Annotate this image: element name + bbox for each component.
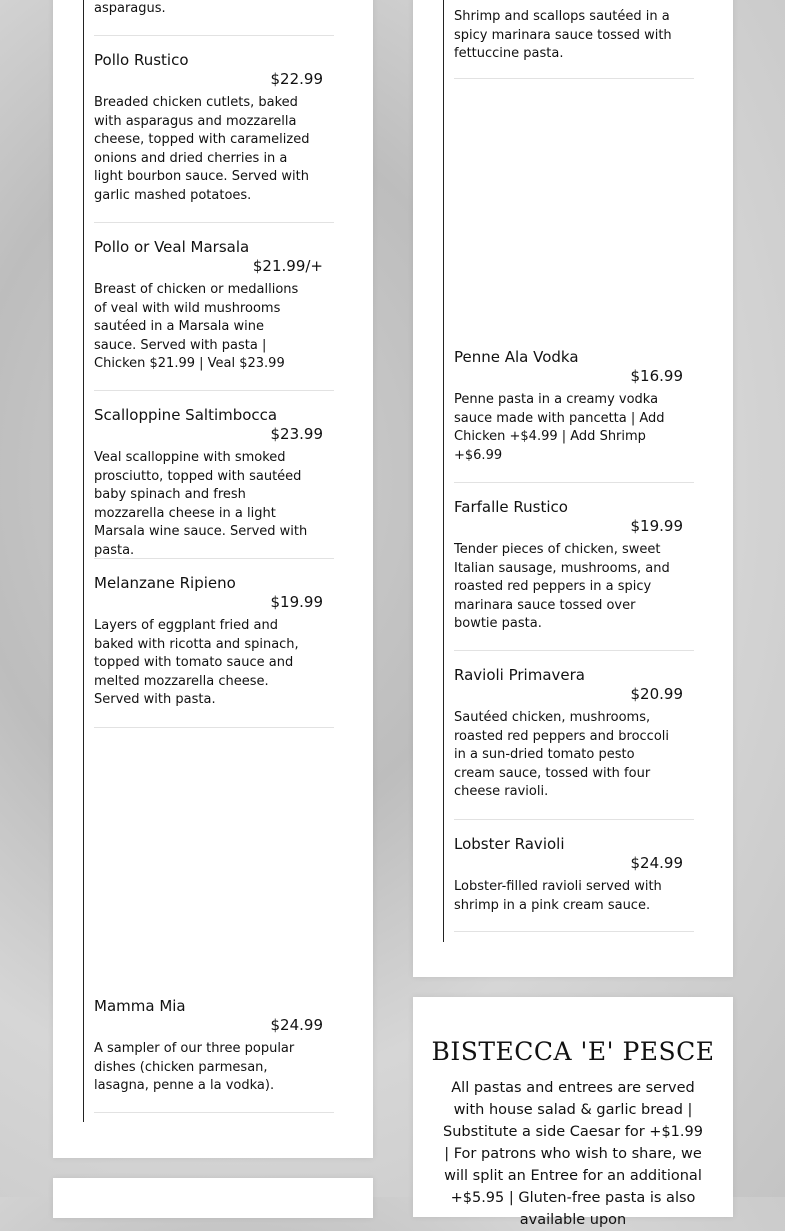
item-price: $20.99: [630, 685, 683, 703]
item-separator: [454, 931, 694, 932]
menu-item: [454, 834, 694, 915]
item-name: Pollo or Veal Marsala: [94, 238, 250, 256]
section-title: BISTECCA 'E' PESCE: [431, 1037, 715, 1066]
menu-item: [94, 237, 334, 374]
item-name: Scalloppine Saltimbocca: [94, 406, 278, 424]
menu-card-right: [413, 0, 733, 977]
item-name: Lobster Ravioli: [454, 835, 565, 853]
column-divider-line: [443, 0, 444, 942]
item-separator: [454, 78, 694, 79]
item-separator: [454, 819, 694, 820]
menu-card-left: [53, 0, 373, 1158]
item-description: Veal scalloppine with smoked prosciutto, topped with sautéed baby spinach and fresh mozzarella cheese in a light Marsala wine sauce. Served with pasta.: [94, 450, 308, 558]
item-description-fragment: asparagus.: [94, 1, 166, 16]
menu-item: [94, 50, 334, 206]
item-separator: [454, 650, 694, 651]
item-separator: [94, 1112, 334, 1113]
menu-item: [454, 347, 694, 465]
item-name: Farfalle Rustico: [454, 498, 568, 516]
item-description: Sautéed chicken, mushrooms, roasted red peppers and broccoli in a sun-dried tomato pesto cream sauce, tossed with four cheese ravioli.: [454, 710, 670, 800]
menu-card-left-next: [53, 1178, 373, 1218]
item-separator: [94, 727, 334, 728]
item-price: $23.99: [270, 425, 323, 443]
item-price: $21.99/+: [252, 257, 323, 275]
item-separator: [94, 222, 334, 223]
item-price: $19.99: [630, 517, 683, 535]
item-price: $24.99: [270, 1016, 323, 1034]
menu-item: [94, 573, 334, 710]
item-name: Ravioli Primavera: [454, 666, 585, 684]
item-description: Tender pieces of chicken, sweet Italian sausage, mushrooms, and roasted red peppers in a spicy marinara sauce tossed over bowtie pasta.: [454, 542, 670, 632]
menu-item: [94, 405, 334, 561]
item-price: $22.99: [270, 70, 323, 88]
item-price: $24.99: [630, 854, 683, 872]
menu-item: [94, 996, 334, 1096]
item-description: Breast of chicken or medallions of veal with wild mushrooms sautéed in a Marsala wine sauce. Served with pasta | Chicken $21.99 | Veal $23.99: [94, 282, 299, 372]
item-description: Breaded chicken cutlets, baked with asparagus and mozzarella cheese, topped with caramelized onions and dried cherries in a light bourbon sauce. Served with garlic mashed potatoes.: [94, 95, 310, 203]
section-intro: All pastas and entrees are served with house salad & garlic bread | Substitute a side Caesar for +$1.99 | For patrons who wish to share, we will split an Entree for an additional +$5.95 | Gluten-free pasta is also available upon: [443, 1080, 703, 1228]
item-description: A sampler of our three popular dishes (chicken parmesan, lasagna, penne a la vodka).: [94, 1041, 295, 1094]
section-card-bistecca: [413, 997, 733, 1228]
column-divider-line: [83, 0, 84, 1122]
item-description-fragment: Shrimp and scallops sautéed in a spicy marinara sauce tossed with fettuccine pasta.: [454, 9, 672, 62]
item-description: Layers of eggplant fried and baked with ricotta and spinach, topped with tomato sauce and melted mozzarella cheese. Served with pasta.: [94, 618, 299, 708]
item-name: Penne Ala Vodka: [454, 348, 579, 366]
item-name: Melanzane Ripieno: [94, 574, 236, 592]
item-description: Lobster-filled ravioli served with shrimp in a pink cream sauce.: [454, 879, 662, 913]
item-separator: [94, 390, 334, 391]
item-separator: [94, 35, 334, 36]
item-price: $16.99: [630, 367, 683, 385]
item-separator: [454, 482, 694, 483]
item-description: Penne pasta in a creamy vodka sauce made with pancetta | Add Chicken +$4.99 | Add Shrimp +$6.99: [454, 392, 665, 463]
item-price: $19.99: [270, 593, 323, 611]
item-separator: [94, 558, 334, 559]
menu-item: [454, 665, 694, 802]
item-name: Mamma Mia: [94, 997, 186, 1015]
item-name: Pollo Rustico: [94, 51, 189, 69]
menu-item: [454, 497, 694, 634]
